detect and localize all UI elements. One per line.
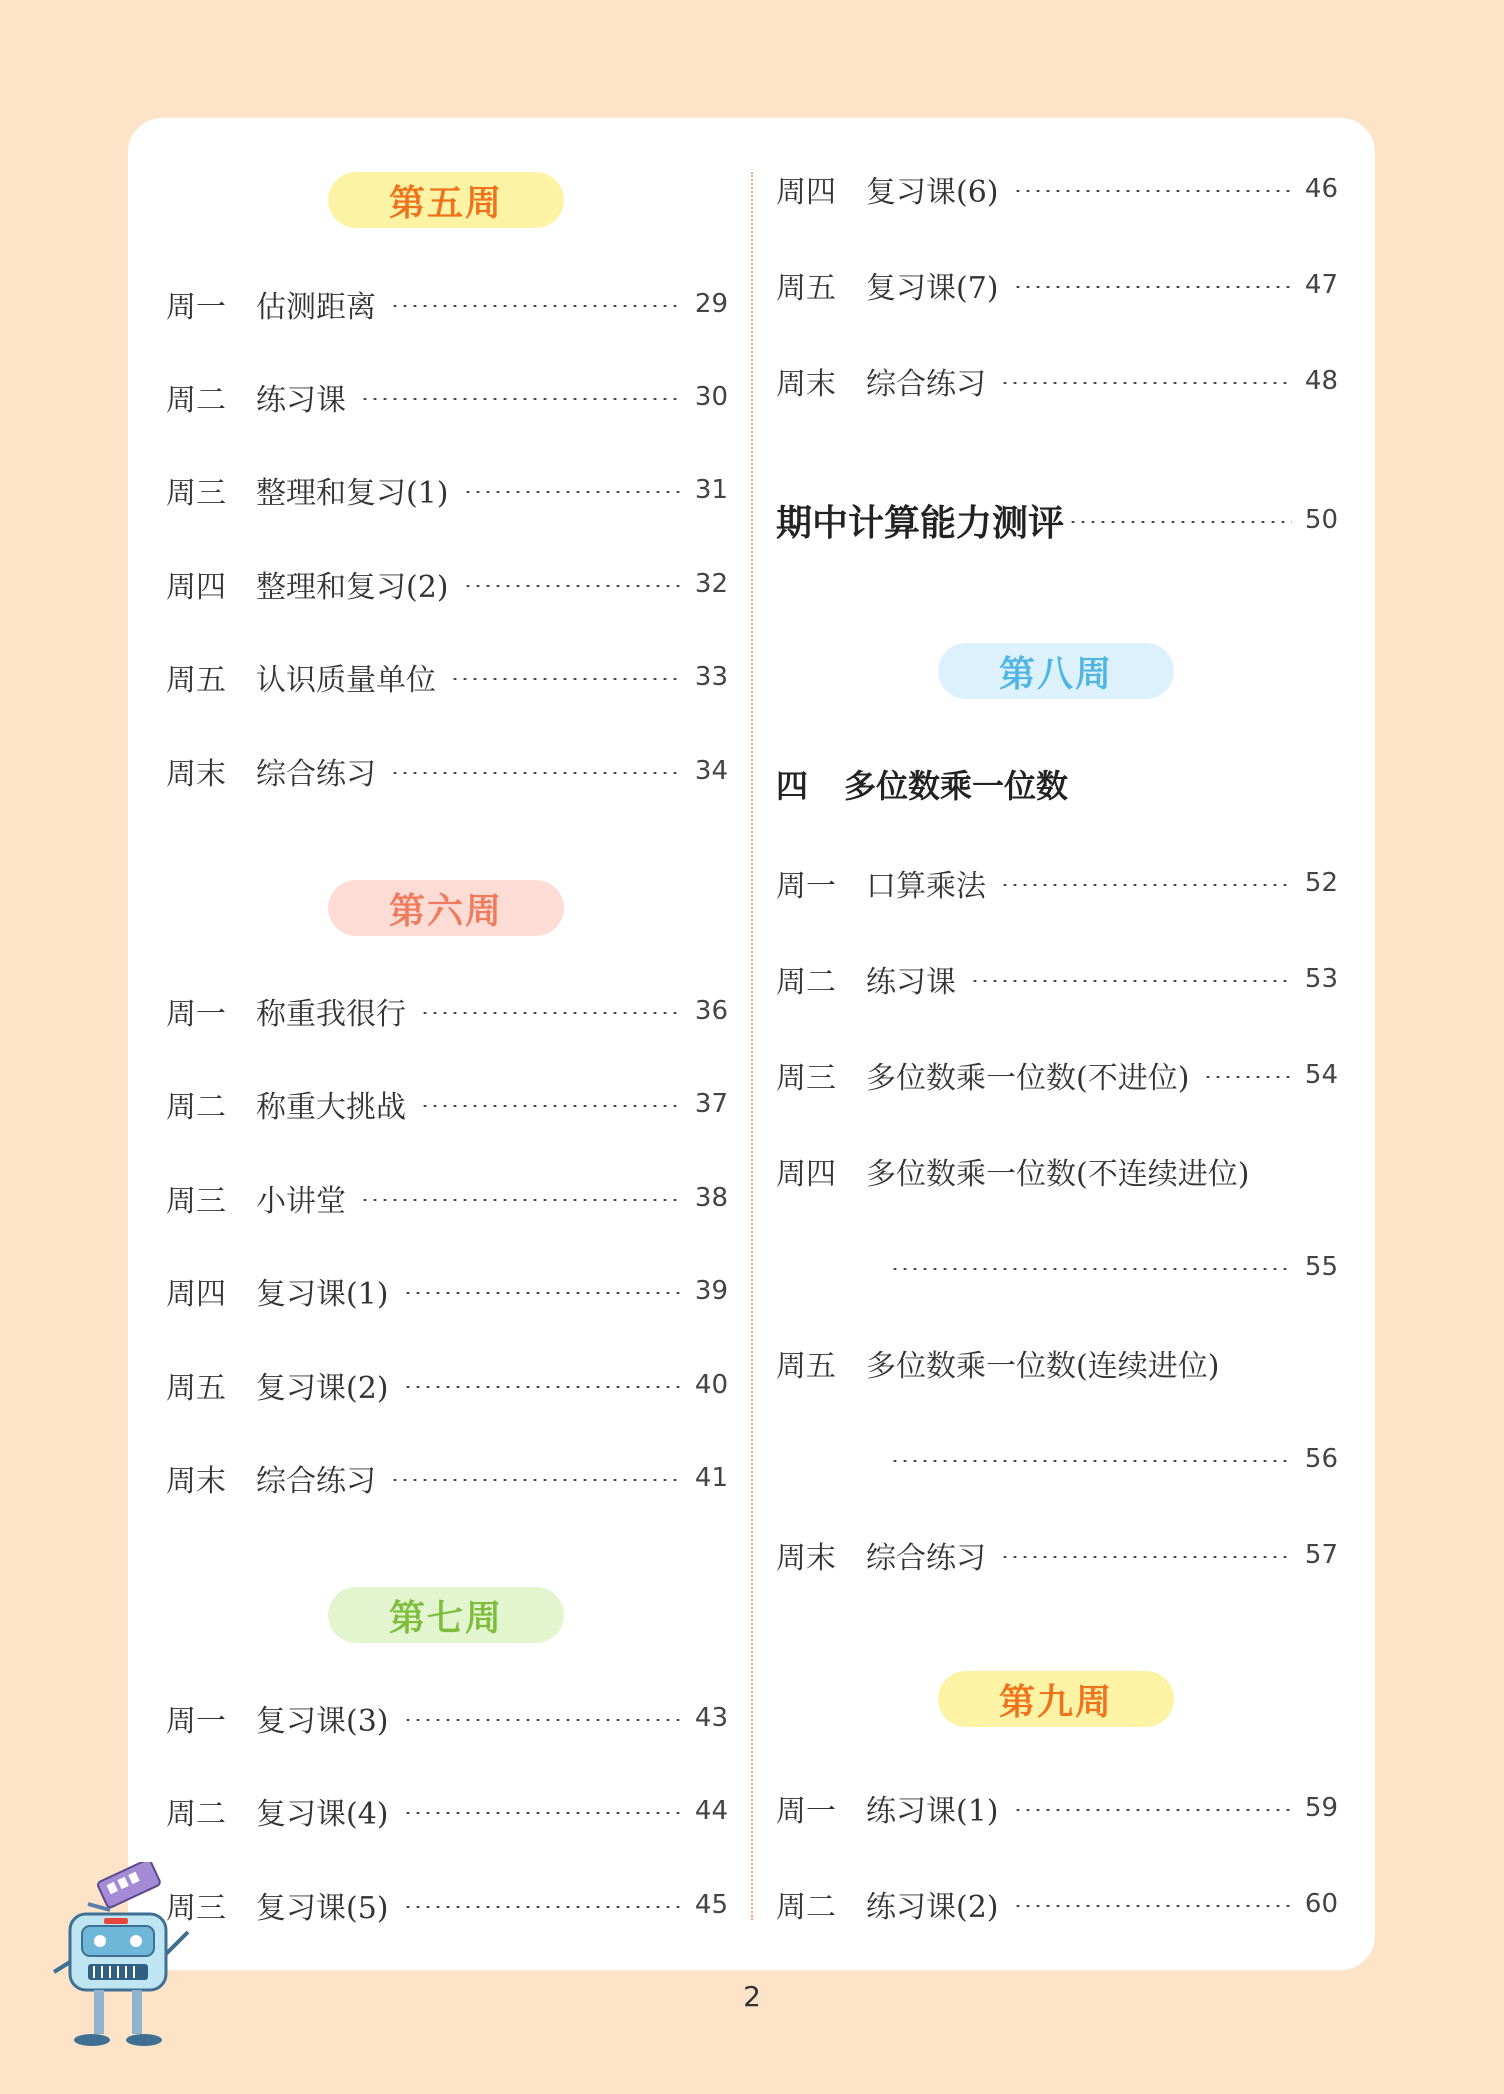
dot-leader [1000, 1556, 1292, 1558]
toc-entry[interactable] [166, 1074, 728, 1134]
entry-title: 练习课 [866, 965, 956, 1000]
dot-leader [390, 305, 682, 307]
toc-entry[interactable] [166, 1781, 728, 1841]
toc-entry[interactable] [776, 1778, 1338, 1838]
entry-title: 复习课(2) [256, 1371, 389, 1406]
entry-title: 综合练习 [256, 757, 376, 792]
dot-leader [970, 980, 1292, 982]
entry-title: 练习课(2) [866, 1890, 999, 1925]
dot-leader [1000, 884, 1292, 886]
entry-title: 多位数乘一位数(不进位) [866, 1061, 1190, 1096]
toc-entry[interactable] [166, 1261, 728, 1321]
entry-title: 小讲堂 [256, 1184, 346, 1219]
entry-title: 口算乘法 [866, 869, 986, 904]
entry-page: 37 [694, 1089, 728, 1119]
toc-entry[interactable] [776, 1045, 1338, 1105]
entry-title: 综合练习 [866, 1541, 986, 1576]
entry-title: 称重大挑战 [256, 1090, 406, 1125]
page-number: 2 [743, 1980, 761, 2013]
toc-entry[interactable] [166, 367, 728, 427]
dot-leader [390, 772, 682, 774]
dot-leader [403, 1292, 683, 1294]
week-7-header: 第七周 [328, 1587, 564, 1643]
entry-title: 称重我很行 [256, 997, 406, 1032]
entry-title: 认识质量单位 [256, 663, 436, 698]
dot-leader [1013, 1905, 1293, 1907]
toc-entry-continuation[interactable] [890, 1429, 1338, 1489]
dot-leader [390, 1479, 682, 1481]
dot-leader [360, 398, 682, 400]
entry-title: 复习课(1) [256, 1277, 389, 1312]
entry-day: 周二 [166, 383, 226, 418]
dot-leader [1013, 190, 1293, 192]
entry-page: 60 [1304, 1889, 1338, 1919]
entry-day: 周四 [776, 1157, 836, 1192]
entry-day: 周末 [166, 1464, 226, 1499]
entry-page: 41 [694, 1463, 728, 1493]
entry-day: 周末 [166, 757, 226, 792]
dot-leader [403, 1386, 683, 1388]
entry-day: 周三 [166, 1891, 226, 1926]
entry-day: 周五 [166, 1371, 226, 1406]
unit-number: 四 [776, 767, 809, 805]
entry-day: 周五 [776, 1349, 836, 1384]
entry-page: 44 [694, 1796, 728, 1826]
dot-leader [403, 1812, 683, 1814]
toc-entry[interactable] [166, 647, 728, 707]
toc-entry-continuation[interactable] [890, 1237, 1338, 1297]
toc-entry[interactable] [776, 949, 1338, 1009]
dot-leader [1013, 286, 1293, 288]
toc-entry[interactable] [166, 1168, 728, 1228]
entry-day: 周二 [166, 1090, 226, 1125]
dot-leader [1203, 1076, 1292, 1078]
entry-page: 34 [694, 756, 728, 786]
toc-entry[interactable] [776, 1525, 1338, 1585]
dot-leader [890, 1268, 1292, 1270]
entry-page: 45 [694, 1890, 728, 1920]
week-8-header: 第八周 [938, 643, 1174, 699]
entry-title: 整理和复习(1) [256, 476, 449, 511]
dot-leader [450, 678, 682, 680]
entry-page: 39 [694, 1276, 728, 1306]
entry-page: 29 [694, 289, 728, 319]
toc-entry[interactable] [166, 1448, 728, 1508]
entry-day: 周二 [166, 1797, 226, 1832]
entry-day: 周二 [776, 1890, 836, 1925]
entry-page: 40 [694, 1370, 728, 1400]
entry-page: 53 [1304, 964, 1338, 994]
entry-day: 周一 [166, 1704, 226, 1739]
dot-leader [1013, 1809, 1293, 1811]
entry-page: 57 [1304, 1540, 1338, 1570]
toc-entry[interactable] [776, 351, 1338, 411]
entry-page: 54 [1304, 1060, 1338, 1090]
toc-entry[interactable] [166, 1688, 728, 1748]
entry-title: 综合练习 [256, 1464, 376, 1499]
entry-title: 练习课 [256, 383, 346, 418]
entry-page: 33 [694, 662, 728, 692]
toc-entry[interactable] [776, 159, 1338, 219]
toc-entry[interactable] [166, 1355, 728, 1415]
dot-leader [1000, 382, 1292, 384]
toc-entry[interactable] [776, 1333, 1338, 1393]
entry-title: 复习课(7) [866, 271, 999, 306]
entry-page: 43 [694, 1703, 728, 1733]
entry-page: 50 [1304, 505, 1338, 535]
week-6-header: 第六周 [328, 880, 564, 936]
dot-leader [403, 1719, 683, 1721]
entry-title: 多位数乘一位数(不连续进位) [866, 1157, 1250, 1192]
entry-page: 30 [694, 382, 728, 412]
toc-entry[interactable] [166, 981, 728, 1041]
entry-day: 周三 [166, 1184, 226, 1219]
entry-title: 练习课(1) [866, 1794, 999, 1829]
entry-page: 55 [1304, 1252, 1338, 1282]
toc-entry[interactable] [166, 460, 728, 520]
entry-day: 周一 [166, 997, 226, 1032]
entry-day: 周四 [166, 570, 226, 605]
entry-day: 周二 [776, 965, 836, 1000]
entry-day: 周一 [166, 290, 226, 325]
dot-leader [403, 1906, 683, 1908]
entry-title: 估测距离 [256, 290, 376, 325]
entry-day: 周三 [166, 476, 226, 511]
entry-day: 周一 [776, 869, 836, 904]
entry-page: 56 [1304, 1444, 1338, 1474]
toc-entry[interactable] [776, 255, 1338, 315]
entry-title: 多位数乘一位数(连续进位) [866, 1349, 1220, 1384]
entry-day: 周末 [776, 1541, 836, 1576]
dot-leader [463, 585, 683, 587]
entry-page: 31 [694, 475, 728, 505]
midterm-entry[interactable] [776, 490, 1338, 550]
entry-day: 周一 [776, 1794, 836, 1829]
dot-leader [463, 491, 683, 493]
entry-title: 复习课(3) [256, 1704, 389, 1739]
dot-leader [420, 1012, 682, 1014]
entry-day: 周五 [776, 271, 836, 306]
midterm-title: 期中计算能力测评 [776, 502, 1065, 544]
entry-page: 59 [1304, 1793, 1338, 1823]
entry-page: 47 [1304, 270, 1338, 300]
toc-entry[interactable] [776, 853, 1338, 913]
entry-day: 周四 [166, 1277, 226, 1312]
entry-title: 综合练习 [866, 367, 986, 402]
entry-page: 46 [1304, 174, 1338, 204]
entry-page: 32 [694, 569, 728, 599]
toc-entry[interactable] [166, 1875, 728, 1935]
entry-title: 复习课(5) [256, 1891, 389, 1926]
entry-day: 周三 [776, 1061, 836, 1096]
entry-page: 36 [694, 996, 728, 1026]
entry-day: 周四 [776, 175, 836, 210]
column-divider [751, 172, 753, 1920]
week-9-header: 第九周 [938, 1671, 1174, 1727]
entry-title: 复习课(6) [866, 175, 999, 210]
unit-title: 多位数乘一位数 [844, 767, 1069, 805]
toc-entry[interactable] [166, 741, 728, 801]
dot-leader [420, 1105, 682, 1107]
entry-day: 周五 [166, 663, 226, 698]
toc-entry[interactable] [166, 274, 728, 334]
entry-title: 复习课(4) [256, 1797, 389, 1832]
entry-page: 52 [1304, 868, 1338, 898]
dot-leader [360, 1199, 682, 1201]
dot-leader [890, 1460, 1292, 1462]
toc-entry[interactable] [776, 1141, 1338, 1201]
entry-page: 48 [1304, 366, 1338, 396]
toc-entry[interactable] [776, 1874, 1338, 1934]
week-5-header: 第五周 [328, 172, 564, 228]
toc-entry[interactable] [166, 554, 728, 614]
dot-leader [1068, 521, 1292, 523]
entry-title: 整理和复习(2) [256, 570, 449, 605]
entry-page: 38 [694, 1183, 728, 1213]
robot-mascot-icon [48, 1862, 198, 2062]
unit-heading [776, 754, 1068, 814]
entry-day: 周末 [776, 367, 836, 402]
